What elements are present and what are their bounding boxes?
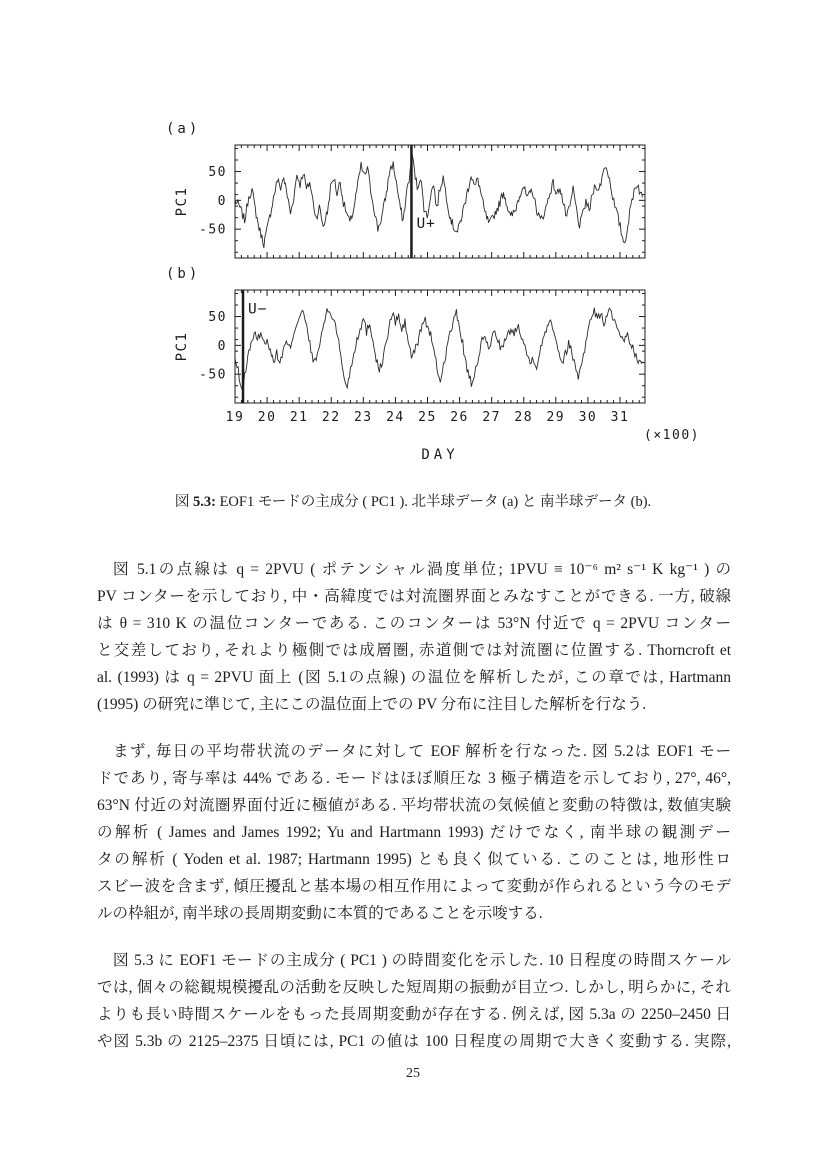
page-number: 25: [406, 1066, 420, 1081]
x-tick-label: 29: [546, 410, 566, 425]
panel-label-b: (b): [166, 266, 201, 282]
x-tick-label: 27: [482, 410, 501, 425]
text-line: では, 個々の総観規模擾乱の活動を反映した短周期の振動が目立つ. しかし, 明らかに, それ: [97, 979, 731, 996]
text-line: al. (1993) は q = 2PVU 面上 (図 5.1の点線) の温位を解析したが, この章では, Hartmann: [97, 669, 731, 686]
y-tick-label: -50: [199, 222, 227, 238]
y-tick-label: 0: [217, 338, 227, 354]
plot-frame-b: [235, 290, 645, 403]
caption-fig-word: 図: [174, 494, 190, 510]
panel-label-a: (a): [166, 121, 201, 137]
x-tick-label: 22: [321, 410, 341, 425]
caption-text: EOF1 モードの主成分 ( PC1 ). 北半球データ (a) と 南半球データ (b).: [219, 494, 652, 510]
x-tick-label: 24: [386, 410, 405, 425]
event-marker-label-a: U+: [416, 216, 436, 233]
plot-frame-a: [235, 145, 645, 258]
text-line: 図 5.3 に EOF1 モードの主成分 ( PC1 ) の時間変化を示した. 10 日程度の時間スケール: [113, 952, 731, 969]
series-line-a: [235, 155, 642, 248]
y-axis-label-b: PC1: [174, 331, 190, 362]
text-line: ルの枠組が, 南半球の長周期変動に本質的であることを示唆する.: [97, 905, 543, 922]
figure-5-3: [0, 0, 826, 480]
event-marker-label-b: U−: [248, 301, 268, 318]
text-line: は θ = 310 K の温位コンターである. このコンターは 53°N 付近で q = 2PVU コンター: [97, 615, 731, 632]
series-line-b: [235, 308, 642, 391]
text-line: スビー波を含まず, 傾圧擾乱と基本場の相互作用によって変動が作られるという今のモデ: [97, 878, 731, 895]
caption-fig-number: 5.3:: [192, 494, 216, 510]
paragraph-2: [97, 738, 731, 927]
body-text: [97, 556, 731, 1075]
text-line: よりも長い時間スケールをもった長周期変動が存在する. 例えば, 図 5.3a の 2250–2450 日: [97, 1006, 731, 1023]
x-tick-label: 23: [353, 410, 373, 425]
x-tick-label: 20: [257, 410, 277, 425]
figure-caption: [0, 490, 826, 511]
text-line: (1995) の研究に準じて, 主にこの温位面上での PV 分布に注目した解析を行なう.: [97, 696, 647, 713]
x-tick-label: 25: [418, 410, 437, 425]
text-line: タの解析 ( Yoden et al. 1987; Hartmann 1995) とも良く似ている. このことは, 地形性ロ: [97, 851, 731, 868]
y-tick-label: 50: [208, 310, 227, 326]
paragraph-1: [97, 556, 731, 718]
paragraph-3: [97, 947, 731, 1055]
y-tick-label: 50: [208, 165, 227, 181]
x-tick-label: 26: [450, 410, 469, 425]
text-line: まず, 毎日の平均帯状流のデータに対して EOF 解析を行なった. 図 5.2は EOF1 モー: [113, 743, 731, 760]
x-tick-label: 30: [578, 410, 598, 425]
text-line: 図 5.1の点線は q = 2PVU ( ポテンシャル渦度単位; 1PVU ≡ 10⁻⁶ m² s⁻¹ K kg⁻¹ ) の: [113, 561, 731, 578]
text-line: 63°N 付近の対流圏界面付近に極値がある. 平均帯状流の気候値と変動の特徴は, 数値実験: [97, 797, 731, 814]
y-tick-label: 0: [217, 193, 227, 209]
x-tick-label: 31: [610, 410, 630, 425]
x-scale-note: (×100): [644, 428, 700, 443]
text-line: と交差しており, それより極側では成層圏, 赤道側では対流圏に位置する. Thorncroft et: [97, 642, 731, 659]
text-line: や図 5.3b の 2125–2375 日頃には, PC1 の値は 100 日程度の周期で大きく変動する. 実際,: [97, 1033, 731, 1050]
x-tick-label: 19: [225, 410, 245, 425]
text-line: の解析 ( James and James 1992; Yu and Hartmann 1993) だけでなく, 南半球の観測デー: [97, 824, 731, 841]
y-tick-label: -50: [199, 367, 227, 383]
x-tick-label: 28: [514, 410, 534, 425]
y-axis-label-a: PC1: [174, 186, 190, 217]
text-line: ドであり, 寄与率は 44% である. モードはほぼ順圧な 3 極子構造を示しており, 27°, 46°,: [97, 770, 731, 787]
x-tick-label: 21: [289, 410, 309, 425]
text-line: PV コンターを示しており, 中・高緯度では対流圏界面とみなすことができる. 一方, 破線: [97, 588, 731, 605]
x-axis-label: DAY: [421, 447, 459, 463]
pc1-timeseries-chart: [0, 0, 826, 480]
